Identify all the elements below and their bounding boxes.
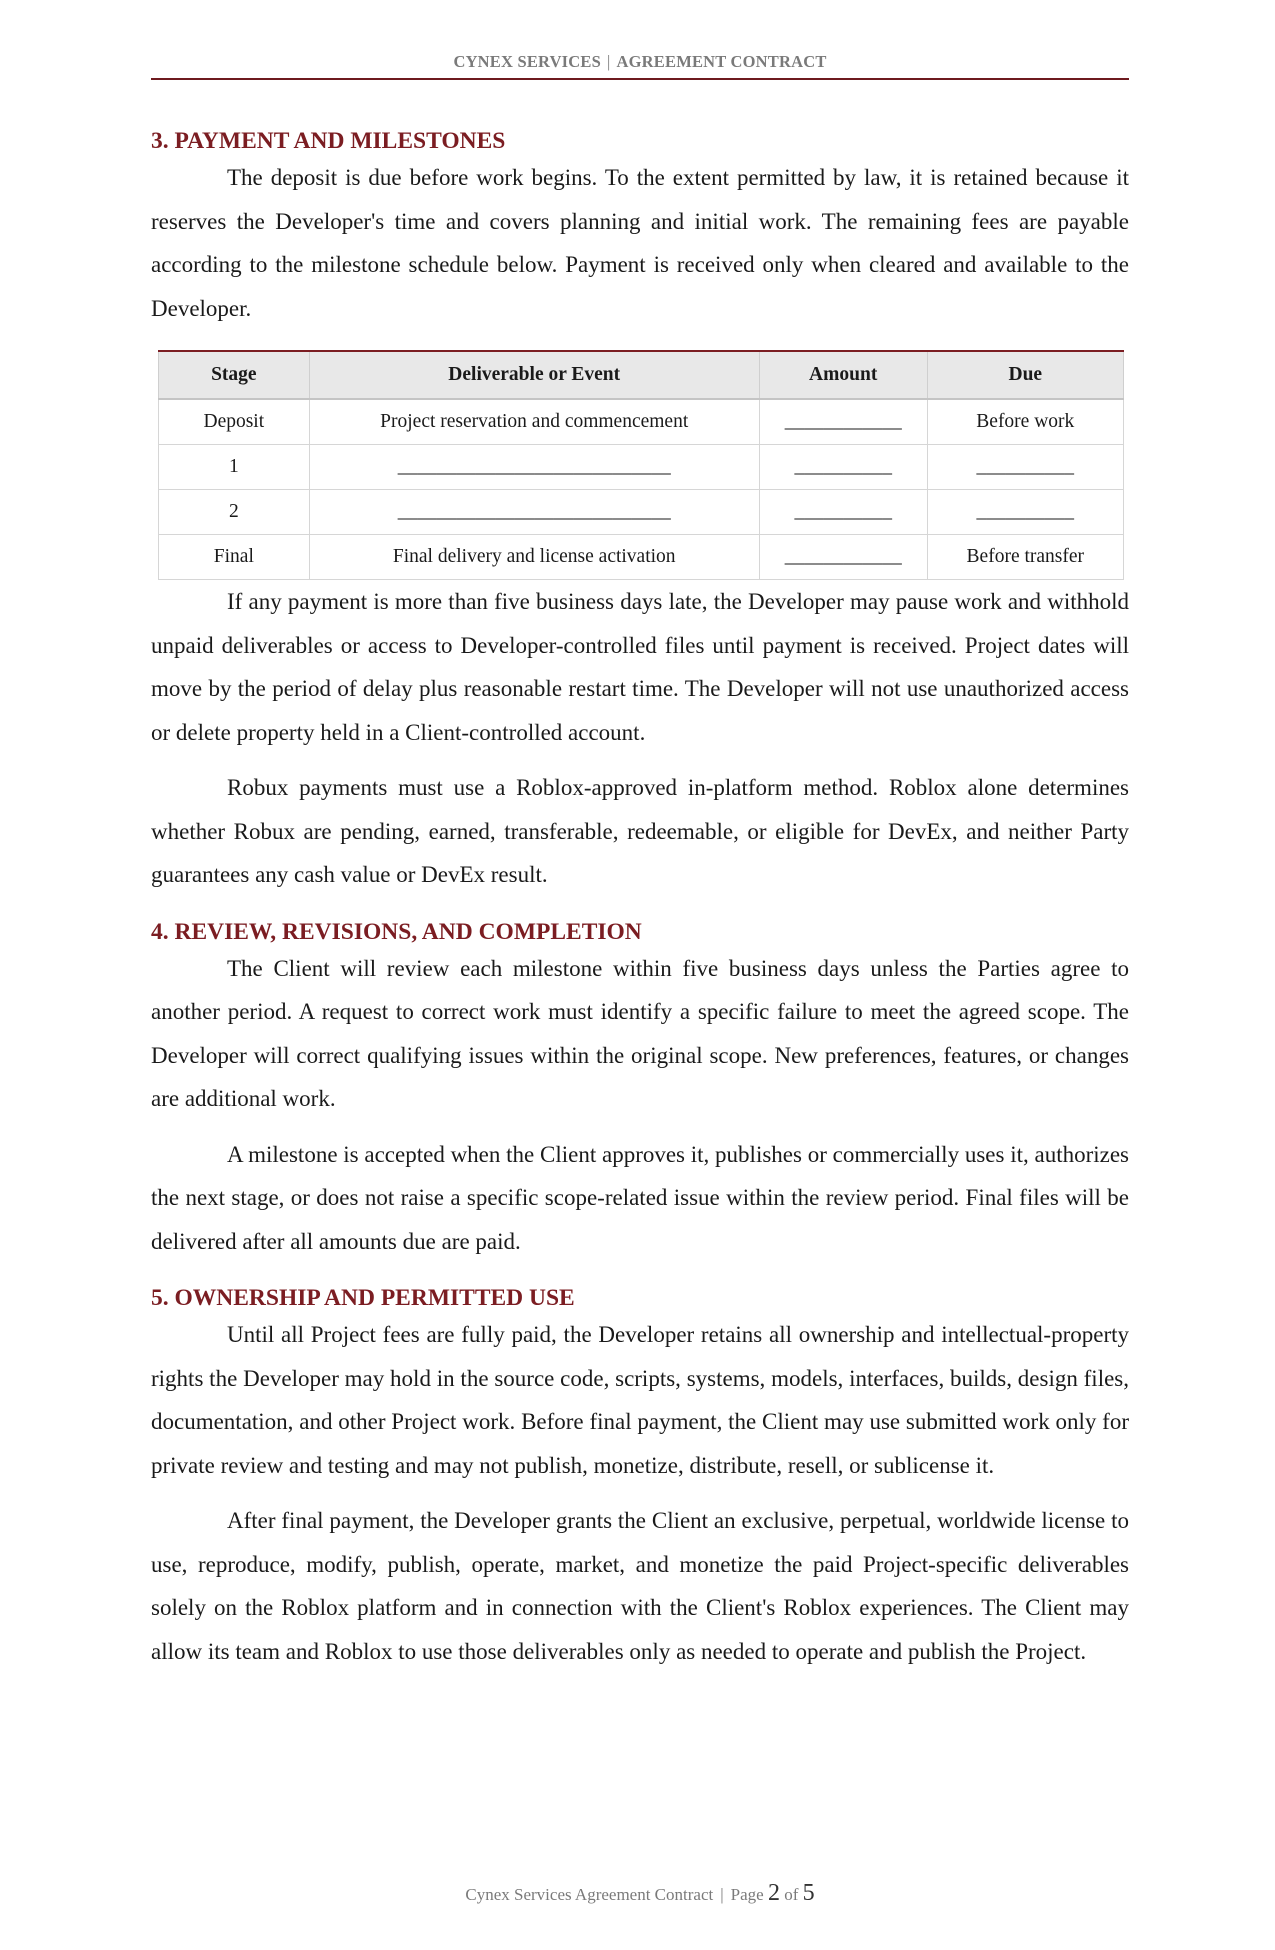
table-row [159,535,1124,580]
footer-of-label: of [784,1885,799,1904]
section-title-review: 4. REVIEW, REVISIONS, AND COMPLETION [151,918,642,945]
table-cell: ____________ [759,535,927,580]
table-cell: Deposit [159,399,310,445]
header-company: CYNEX SERVICES [453,52,601,71]
page-footer [151,1880,1129,1907]
paragraph-spacer [151,754,1129,766]
section-spacer [151,897,1129,917]
table-cell: ____________ [759,399,927,445]
table-header-row [159,351,1124,399]
header-divider [151,78,1129,80]
table-cell: ____________________________ [309,445,759,490]
table-row [159,445,1124,490]
column-header-due: Due [927,351,1123,399]
column-header-amount: Amount [759,351,927,399]
table-cell: ____________________________ [309,490,759,535]
ownership-paragraph-1: Until all Project fees are fully paid, the Developer retains all ownership and intellectual-property rights the Developer may hold in the source code, scripts, systems, models, interfaces, builds, design files, documentation, and other Project work. Before final payment, the Client may use submitted work only for private review and testing and may not publish, monetize, distribute, resell, or sublicense it. [151,1322,1129,1478]
table-cell: __________ [927,490,1123,535]
footer-page-total: 5 [802,1880,815,1906]
footer-page-label: Page [730,1885,764,1904]
table-cell: Before work [927,399,1123,445]
table-row [159,490,1124,535]
footer-separator: | [720,1885,724,1904]
payment-paragraph-2: If any payment is more than five business days late, the Developer may pause work and withhold unpaid deliverables or access to Developer-controlled files until payment is received. Project dates will move by the period of delay plus reasonable restart time. The Developer will not use unauthorized access or delete property held in a Client-controlled account. [151,589,1129,745]
document-body [151,126,1129,1673]
section-spacer [151,1263,1129,1283]
table-cell: Project reservation and commencement [309,399,759,445]
review-paragraph-1: The Client will review each milestone within five business days unless the Parties agree to another period. A request to correct work must identify a specific failure to meet the agreed scope. The Developer will correct qualifying issues within the original scope. New preferences, features, or changes are additional work. [151,955,1129,1111]
section-title-payment: 3. PAYMENT AND MILESTONES [151,128,506,154]
payment-paragraph-3: Robux payments must use a Roblox-approved in-platform method. Roblox alone determines whether Robux are pending, earned, transferable, redeemable, or eligible for DevEx, and neither Party guarantees any cash value or DevEx result. [151,775,1129,887]
table-cell: 1 [159,445,310,490]
running-header [151,52,1129,72]
table-cell: 2 [159,490,310,535]
table-cell: Final [159,535,310,580]
table-cell: __________ [759,490,927,535]
paragraph-spacer [151,1487,1129,1499]
table-cell: __________ [927,445,1123,490]
header-doc-type: AGREEMENT CONTRACT [616,52,827,71]
section-title-ownership: 5. OWNERSHIP AND PERMITTED USE [151,1285,575,1311]
milestone-table [158,350,1124,580]
table-row [159,399,1124,445]
table-cell: __________ [759,445,927,490]
column-header-deliverable: Deliverable or Event [309,351,759,399]
column-header-stage: Stage [159,351,310,399]
review-paragraph-2: A milestone is accepted when the Client approves it, publishes or commercially uses it, authorizes the next stage, or does not raise a specific scope-related issue within the review period. Final files will be delivered after all amounts due are paid. [151,1141,1129,1254]
header-separator: | [607,52,611,71]
footer-document-name: Cynex Services Agreement Contract [465,1885,714,1904]
payment-paragraph-1: The deposit is due before work begins. To the extent permitted by law, it is retained because it reserves the Developer's time and covers planning and initial work. The remaining fees are payable according to the milestone schedule below. Payment is received only when cleared and available to the Developer. [151,165,1129,321]
ownership-paragraph-2: After final payment, the Developer grants the Client an exclusive, perpetual, worldwide license to use, reproduce, modify, publish, operate, market, and monetize the paid Project-specific deliverables solely on the Roblox platform and in connection with the Client's Roblox experiences. The Client may allow its team and Roblox to use those deliverables only as needed to operate and publish the Project. [151,1508,1129,1664]
table-cell: Before transfer [927,535,1123,580]
paragraph-spacer [151,1121,1129,1133]
footer-page-number: 2 [767,1880,780,1906]
table-cell: Final delivery and license activation [309,535,759,580]
